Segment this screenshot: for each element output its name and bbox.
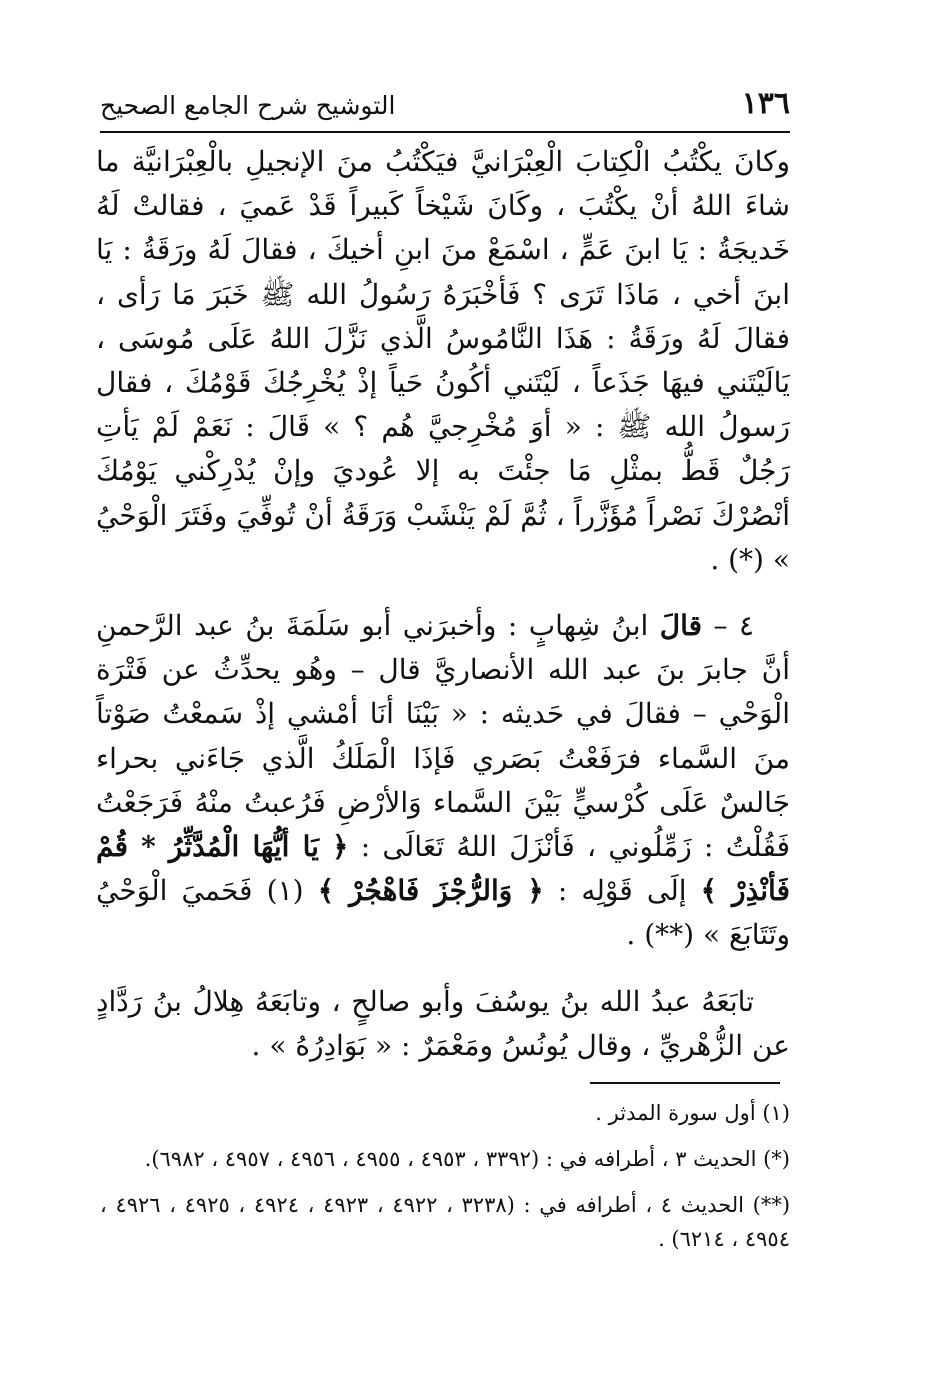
paragraph-2-text-2: إلَى قَوْلِه :	[557, 874, 687, 908]
page-header	[100, 84, 790, 128]
running-title: التوشيح شرح الجامع الصحيح	[100, 91, 396, 120]
quran-verse-1: ﴿ يَا أيُّهَا الْمُدَّثِّرُ * قُمْ فَأنْذِرْ ﴾	[96, 830, 790, 908]
paragraph-3: تابَعَهُ عبدُ الله بنُ يوسُفَ وأبو صالحٍ ، وتابَعَهُ هِلالُ بنُ رَدَّادٍ عن الزُّهْريِّ ، وقال يُونُسُ ومَعْمَرٌ : « بَوَادِرُهُ » .	[96, 984, 790, 1062]
hadith-number: ٤ –	[713, 609, 754, 643]
footnote-2: (*) الحديث ٣ ، أطرافه في : (٣٣٩٢ ، ٤٩٥٣ ، ٤٩٥٥ ، ٤٩٥٦ ، ٤٩٥٧ ، ٦٩٨٢).	[144, 1147, 790, 1171]
page-number: ١٣٦	[741, 86, 790, 121]
paragraph-2-text-3: (١) فَحَميَ الْوَحْيُ وتَتَابَعَ » (**) .	[96, 874, 790, 952]
header-divider	[100, 131, 790, 133]
paragraph-2	[96, 604, 790, 958]
main-text	[96, 140, 790, 1068]
hadith-lead-word: قالَ	[659, 609, 703, 643]
quran-verse-2: ﴿ وَالرُّجْزَ فَاهْجُرْ ﴾	[317, 874, 544, 908]
paragraph-2-text-1: ابنُ شِهابٍ : وأخبرَني أبو سَلَمَةَ بنُ عبد الرَّحمنِ أنَّ جابرَ بنَ عبد الله الأنصاريَّ قال – وهُو يحدِّثُ عن فَتْرَة الْوَحْي – فقالَ في حَديثه : « بَيْنَا أنَا أمْشي إذْ سَمعْتُ صَوْتاً منَ السَّماء فرَفَعْتُ بَصَري فَإذَا الْمَلَكُ الَّذي جَاءَني بحراء جَالسٌ عَلَى كُرْسيٍّ بَيْنَ السَّماء وَالأرْضِ فَرُعبتُ منْهُ فَرَجَعْتُ فَقُلْتُ : زَمِّلُوني ، فَأنْزَلَ اللهُ تَعَالَى :	[96, 609, 791, 864]
footnote-3: (**) الحديث ٤ ، أطرافه في : (٣٢٣٨ ، ٤٩٢٢ ، ٤٩٢٣ ، ٤٩٢٤ ، ٤٩٢٥ ، ٤٩٢٦ ، ٤٩٥٤ ، ٦٢١٤) .	[100, 1193, 791, 1251]
footnote-1: (١) أول سورة المدثر .	[595, 1101, 790, 1125]
paragraph-1: وكانَ يكْتُبُ الْكِتابَ الْعِبْرَانيَّ فيَكْتُبُ منَ الإنجيلِ بالْعِبْرَانيَّة ما شاءَ اللهُ أنْ يكْتُبَ ، وكَانَ شَيْخاً كَبيراً قَدْ عَميَ ، فقالتْ لَهُ خَديجَةُ : يَا ابنَ عَمٍّ ، اسْمَعْ منَ ابنِ أخيكَ ، فقالَ لَهُ ورَقَةُ : يَا ابنَ أخي ، مَاذَا تَرَى ؟ فَأخْبَرَهُ رَسُولُ الله ﷺ خَبَرَ مَا رَأى ، فقالَ لَهُ ورَقَةُ : هَذَا النَّامُوسُ الَّذي نَزَّلَ اللهُ عَلَى مُوسَى ، يَالَيْتَني فيهَا جَذَعاً ، لَيْتَني أكُونُ حَياً إذْ يُخْرِجُكَ قَوْمُكَ ، فقال رَسولُ الله ﷺ : « أوَ مُخْرِجيَّ هُم ؟ » قَالَ : نَعَمْ لَمْ يَأتِ رَجُلٌ قَطُّ بمثْلِ مَا جئْتَ به إلا عُوديَ وإنْ يُدْرِكْني يَوْمُكَ أنْصُرْكَ نَصْراً مُؤَزَّراً ، ثُمَّ لَمْ يَنْشَبْ وَرَقَةُ أنْ تُوفِّيَ وفَتَرَ الْوَحْيُ » (*) .	[96, 145, 790, 576]
footnotes	[100, 1096, 790, 1268]
footnote-divider	[590, 1082, 780, 1084]
